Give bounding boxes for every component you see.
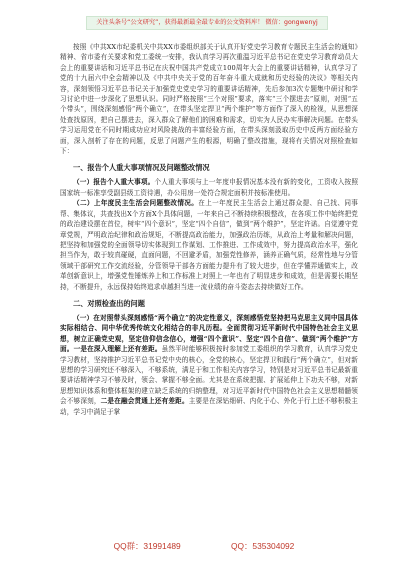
s1-item1-body: 个人重大事项与上一年度申报情况基本没有新的变化，工资收入按照国家统一标准享受副县级工资待遇，办公用房一处符合规定面积并按标准使用。 xyxy=(60,178,359,197)
header-banner xyxy=(86,16,328,30)
s1-item2-paragraph xyxy=(60,198,358,292)
s2-item1-lead: （一）在对照带头深刻感悟“两个确立”的决定性意义，深刻感悟党坚持把马克思主义同中国具体实际相结合、同中华优秀传统文化相结合的非凡历程。全面贯彻习近平新时代中国特色社会主义思想，树立正确党史观，坚定信仰信念信心，增强“四个意识”、坚定“四个自信”、做到“两个维护”方面。 xyxy=(60,313,358,354)
footer-qq-group: QQ群：31991489 xyxy=(113,541,181,551)
s2-item1-sub2: 二是在融会贯通上还有差距。 xyxy=(100,397,189,406)
s2-item1-tail: 主要是在深钻细研、内化于心、外化于行上还不够积极主动，学习中满足于掌 xyxy=(60,397,358,416)
footer-qq: QQ：535304092 xyxy=(231,541,295,551)
s1-item2-body: 在上一年度民主生活会上通过群众提、自己找、同事帮、集体议，共查找出X个方面X个具体问题，一年来自己不断持续积极整改，在各项工作中始终把党的政治建设摆在首位，树牢“四个意识”，坚定“四个自信”，做到“两个维护”，坚定许诺。自觉遵守党章党规，严明政治纪律和政治规矩，不断提高政治能力，加强政治历练，从政治上考量和解决问题，把坚持和加强党的全面领导切实体现到工作谋划、工作推进、工作成效中，努力提高政治水平，强化担当作为，敢于较真碰硬，直面问题，不回避矛盾，加强党性修养，涵养正确气质，经常性地与分管领域干部研究工作交流经验，分管领导干部各方面能力提升有了较大进步，但在学懂弄通做实上，改革创新意识上，增强党性锤炼养上和工作标准上对照上一年也有了明显进步和成效，但是需要长期坚持，不断提升，永远保持始终追求卓越担当进一流业绩的奋斗姿态去持续做好工作。 xyxy=(60,199,358,291)
s2-item1-paragraph xyxy=(60,313,358,417)
banner-text: 关注头条号“公文研究”，获得最新最全最专业的公文资料库！ 微信：gongwenyj xyxy=(96,19,318,26)
intro-paragraph: 按照《中共XX市纪委机关中共XX市委组织部关于认真开好党史学习教育专题民主生活会的通知》精神、省市委有关要求和党工委统一安排，我认真学习再次重温习近平总书记在党史学习教育动员大会上的重要讲话和习近平总书记在庆祝中国共产党成立100周年大会上的重要讲话精神，认真学习了党的十九届六中全会精神以及《中共中央关于党的百年奋斗重大成就和历史经验的决议》等相关内容，深刻领悟习近平总书记关于加强党史党史学习的重要讲话精神，先后参加3次专题集中研讨和学习讨论中进一步深化了思想认识。同时严格按照“三个对照”要求，落实“三个摆进去”原则，对照“五个带头”，围绕深刻感悟“两个确立”，在带头坚定捍卫“两个维护”等方面作了深入的检视，从思想深处查找原因，把自己摆进去，深入群众了解他们的困难和需求，切实为人民办实事解决问题。在带头学习运用党在不同时期成功应对风险挑战的丰富经验方面，在带头深刻汲取历史中反两方面经验方面，深入剖析了存在的问题，反思了问题产生的根源，明确了整改措施，现将有关情况对照检查如下： xyxy=(60,43,358,156)
section-1-heading: 一、报告个人重大事项情况及问题整改情况 xyxy=(73,163,210,173)
s1-item1-lead: （一）报告个人重大事项。 xyxy=(73,178,155,187)
footer-contact xyxy=(0,540,408,552)
document-body xyxy=(60,42,358,532)
section-2-heading: 二、对照检查出的问题 xyxy=(73,298,145,308)
s1-item2-lead: （二）上年度民主生活会问题整改情况。 xyxy=(73,199,199,208)
s2-item1-sub: 一是在深入理解上还有差距。 xyxy=(73,345,162,354)
s1-item1-paragraph xyxy=(60,177,358,198)
s2-item1-body: 虽然平时能够积极按时参加党工委组织的学习教育，认真学习党史学习教材，坚持推护习近平总书记党中央的核心，全党的核心，坚定捍卫和践行“两个确立”，但对新思想的学习研究还不够深入，不够系统，满足于和工作相关内容学习，特别是对习近平总书记最新重要讲话精神学习不够及时，领会、掌握不够全面。尤其是在系统把握、扩展延伸上下功夫不够，对新思想知识体系和整体框架的建立缺乏系统的归纳整理，对习近平新时代中国特色社会主义思想精髓领会不够深刻， xyxy=(60,345,358,406)
